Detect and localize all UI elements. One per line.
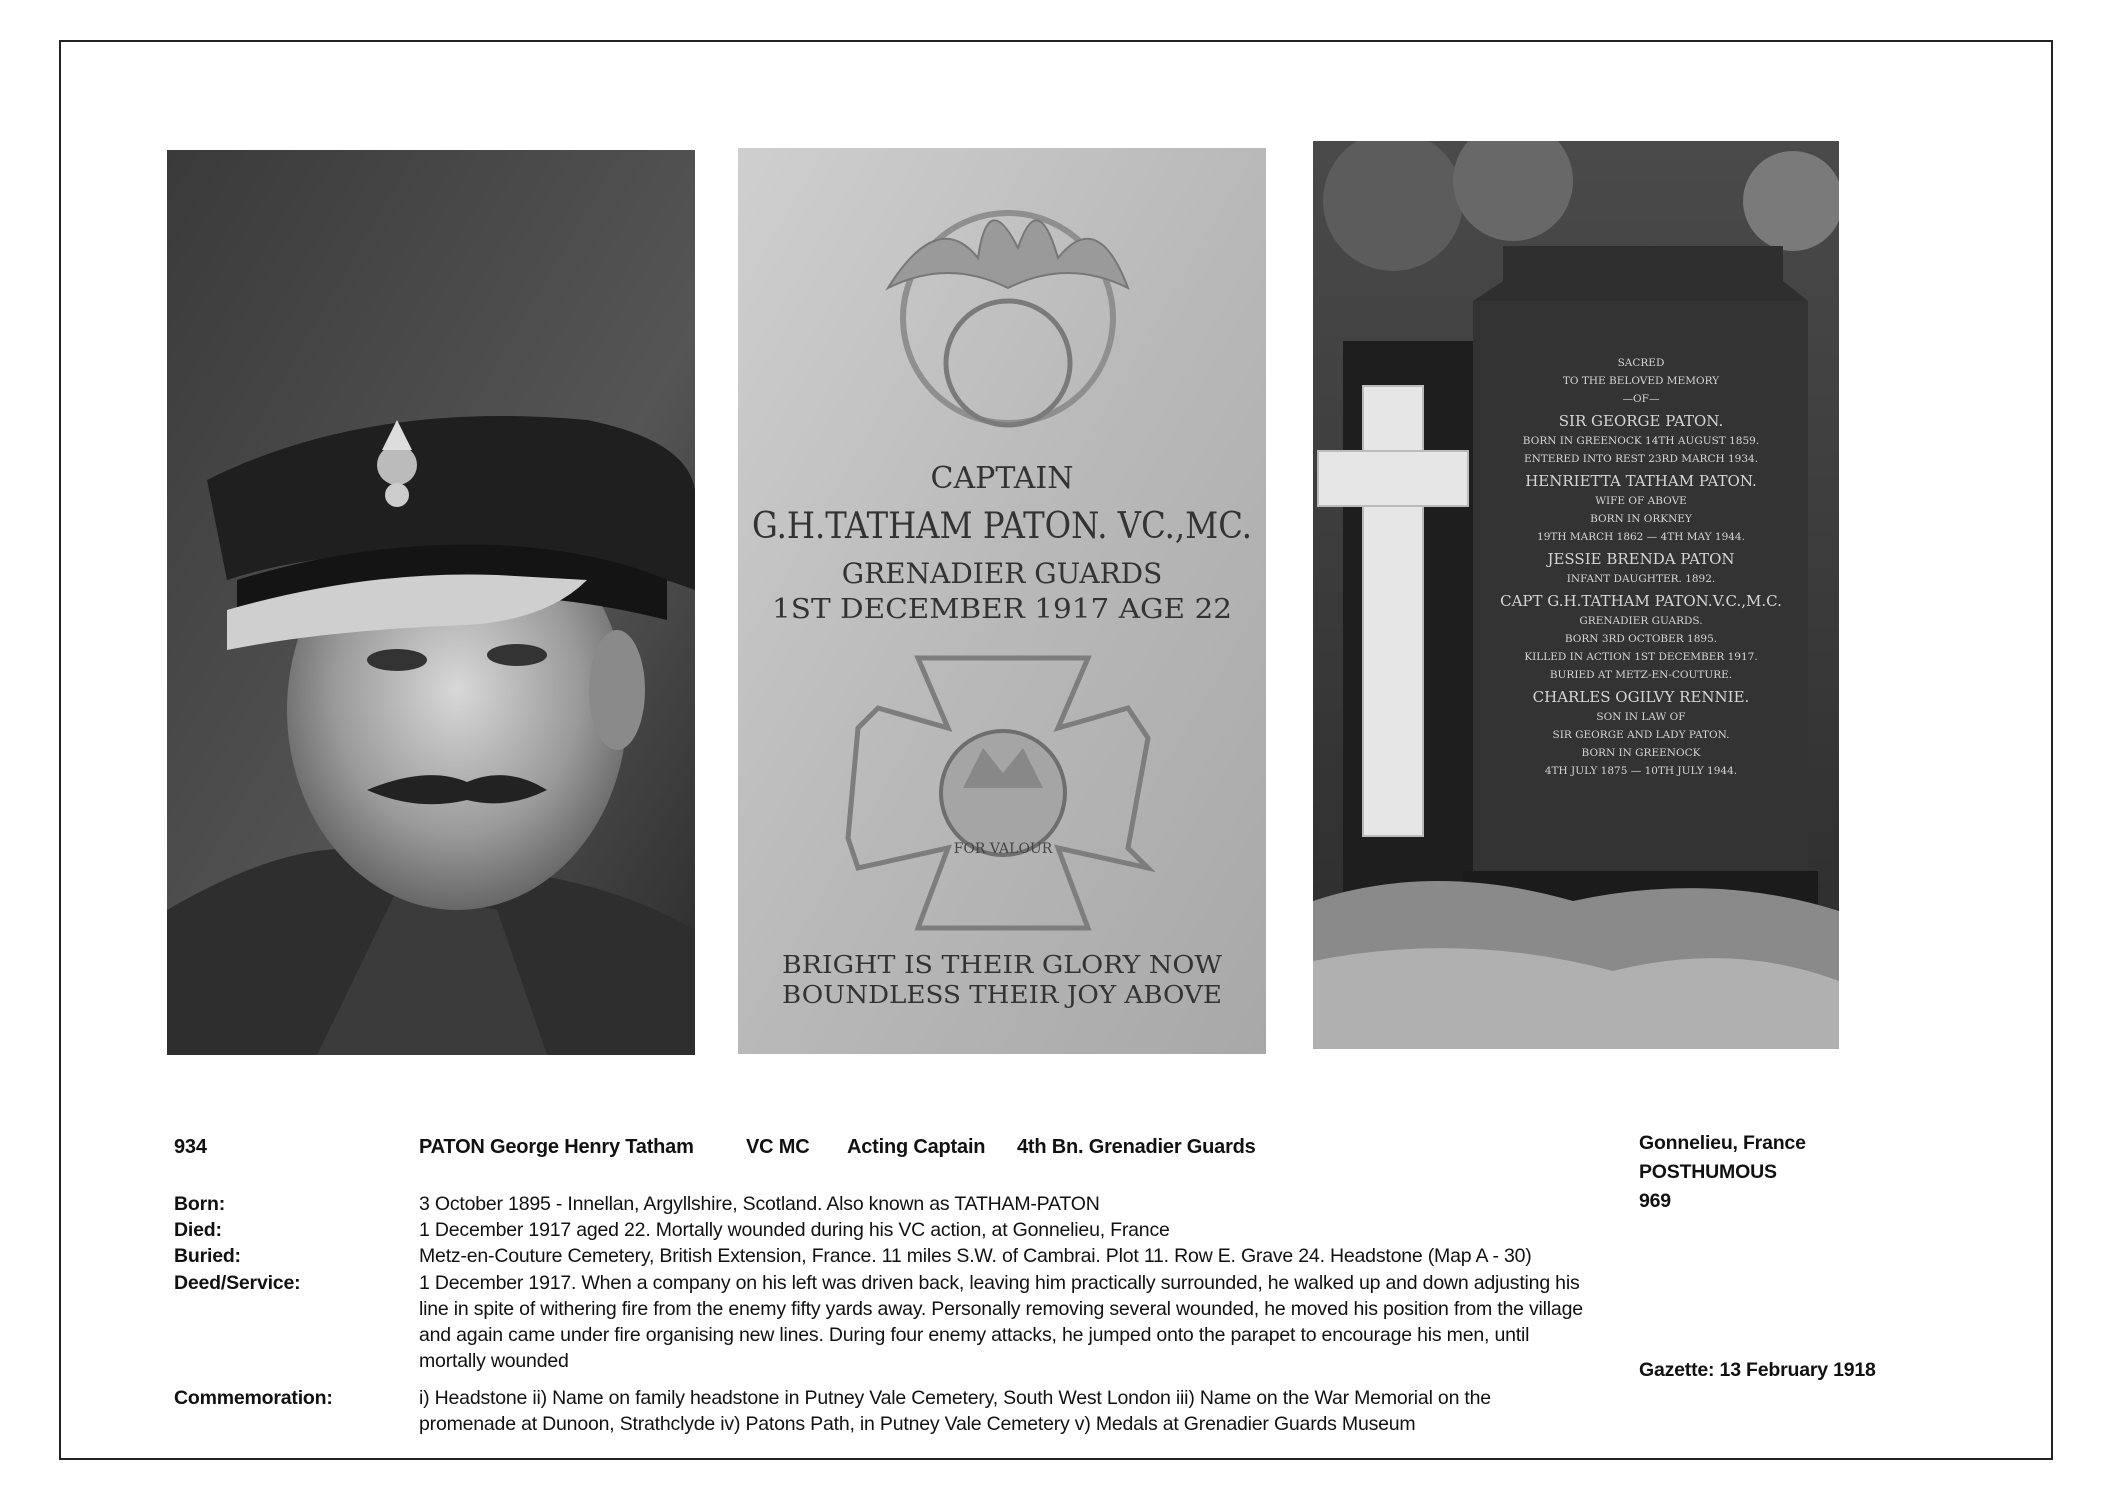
secondary-number: 969	[1639, 1190, 1671, 1212]
family-inscription-line: WIFE OF ABOVE	[1595, 495, 1687, 507]
headstone-line2: G.H.TATHAM PATON. VC.,MC.	[752, 506, 1252, 547]
born-value: 3 October 1895 - Innellan, Argyllshire, Scotland. Also known as TATHAM-PATON	[419, 1193, 1100, 1215]
action-location: Gonnelieu, France	[1639, 1132, 1806, 1154]
family-inscription-line: 19TH MARCH 1862 — 4TH MAY 1944.	[1537, 531, 1745, 543]
portrait-photo	[167, 150, 695, 1055]
family-inscription-line: BORN IN GREENOCK 14TH AUGUST 1859.	[1522, 435, 1760, 447]
family-inscription-line: INFANT DAUGHTER. 1892.	[1566, 573, 1716, 585]
family-inscription-line: SON IN LAW OF	[1596, 711, 1686, 723]
family-inscription-line: 4TH JULY 1875 — 10TH JULY 1944.	[1544, 765, 1738, 777]
awards: VC MC	[746, 1136, 810, 1158]
soldier-name: PATON George Henry Tatham	[419, 1136, 694, 1158]
rank: Acting Captain	[847, 1136, 986, 1158]
family-inscription-line: CHARLES OGILVY RENNIE.	[1532, 688, 1750, 706]
family-inscription-line: KILLED IN ACTION 1ST DECEMBER 1917.	[1524, 651, 1758, 663]
unit: 4th Bn. Grenadier Guards	[1017, 1136, 1256, 1158]
commemoration-label: Commemoration:	[174, 1387, 333, 1409]
family-inscription-line: —OF—	[1622, 393, 1660, 405]
deed-line: 1 December 1917. When a company on his left was driven back, leaving him practically surrounded, he walked up and down adjusting his	[419, 1272, 1580, 1294]
born-label: Born:	[174, 1193, 225, 1215]
family-headstone-photo	[1313, 141, 1839, 1049]
family-inscription-line: HENRIETTA TATHAM PATON.	[1525, 472, 1757, 490]
buried-value: Metz-en-Couture Cemetery, British Extension, France. 11 miles S.W. of Cambrai. Plot 11. Row E. Grave 24. Headstone (Map A - 30)	[419, 1245, 1532, 1267]
family-inscription-line: BORN IN GREENOCK	[1581, 747, 1701, 759]
died-value: 1 December 1917 aged 22. Mortally wounded during his VC action, at Gonnelieu, France	[419, 1219, 1170, 1241]
deed-label: Deed/Service:	[174, 1272, 301, 1294]
posthumous-status: POSTHUMOUS	[1639, 1161, 1777, 1183]
family-inscription-line: CAPT G.H.TATHAM PATON.V.C.,M.C.	[1500, 592, 1782, 610]
record-number: 934	[174, 1136, 207, 1158]
family-inscription-line: BURIED AT METZ-EN-COUTURE.	[1549, 669, 1733, 681]
family-inscription-line: ENTERED INTO REST 23RD MARCH 1934.	[1523, 453, 1759, 465]
deed-line: and again came under fire organising new lines. During four enemy attacks, he jumped onto the parapet to encourage his men, until	[419, 1324, 1530, 1346]
family-inscription-line: TO THE BELOVED MEMORY	[1562, 375, 1720, 387]
family-inscription-line: SIR GEORGE AND LADY PATON.	[1552, 729, 1730, 741]
family-inscription-line: JESSIE BRENDA PATON	[1547, 550, 1735, 568]
buried-label: Buried:	[174, 1245, 241, 1267]
deed-line: mortally wounded	[419, 1350, 569, 1372]
headstone-line1: CAPTAIN	[930, 461, 1074, 496]
gazette-date: Gazette: 13 February 1918	[1639, 1359, 1876, 1381]
family-inscription-line: SIR GEORGE PATON.	[1558, 412, 1724, 430]
family-inscription-line: BORN IN ORKNEY	[1590, 513, 1692, 525]
family-inscription-line: SACRED	[1617, 357, 1665, 369]
family-inscription-line: BORN 3RD OCTOBER 1895.	[1564, 633, 1718, 645]
headstone-epitaph1: BRIGHT IS THEIR GLORY NOW	[782, 951, 1223, 979]
family-inscription-line: GRENADIER GUARDS.	[1579, 615, 1703, 627]
deed-line: line in spite of withering fire from the enemy fifty yards away. Personally removing several wounded, he moved his position from the village	[419, 1298, 1583, 1320]
headstone-line4: 1ST DECEMBER 1917 AGE 22	[772, 594, 1232, 625]
headstone-epitaph2: BOUNDLESS THEIR JOY ABOVE	[782, 981, 1222, 1009]
died-label: Died:	[174, 1219, 222, 1241]
commemoration-line: i) Headstone ii) Name on family headstone in Putney Vale Cemetery, South West London iii) Name on the War Memorial on the	[419, 1387, 1491, 1409]
war-grave-headstone-photo	[738, 148, 1266, 1054]
commemoration-line: promenade at Dunoon, Strathclyde iv) Patons Path, in Putney Vale Cemetery v) Medals at Grenadier Guards Museum	[419, 1413, 1416, 1435]
victoria-cross-motto: FOR VALOUR	[953, 841, 1053, 857]
headstone-line3: GRENADIER GUARDS	[841, 557, 1163, 590]
